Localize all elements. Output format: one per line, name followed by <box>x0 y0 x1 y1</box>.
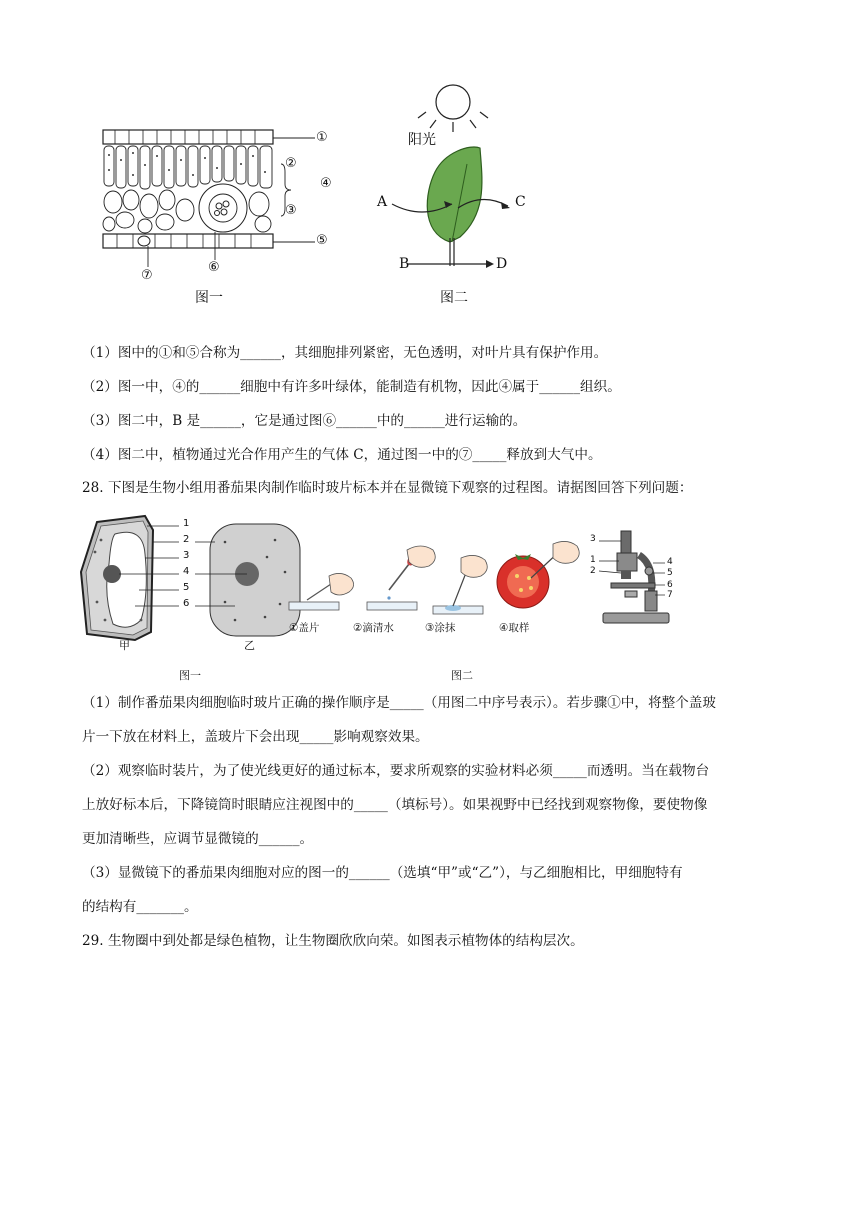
q28-p3-line-b: 的结构有_______。 <box>82 899 198 915</box>
leaf-cross-section-figure <box>95 120 345 310</box>
cell-number-6: 6 <box>183 598 190 609</box>
q28-p3-line-a: （3）显微镜下的番茄果肉细胞对应的图一的______（选填“甲”或“乙”），与乙细胞相比，甲细胞特有 <box>82 865 683 881</box>
figure-caption-cells: 图一 <box>179 669 201 682</box>
cell-number-3: 3 <box>183 550 190 561</box>
label-6: ⑥ <box>208 260 220 275</box>
arrow-label-d: D <box>496 256 508 272</box>
q28-p1-line-a: （1）制作番茄果肉细胞临时玻片正确的操作顺序是_____（用图二中序号表示）。若步骤①中，将整个盖玻 <box>82 695 716 711</box>
scope-number-2: 2 <box>590 566 596 576</box>
cell-caption-yi: 乙 <box>244 639 255 652</box>
figure-caption-1: 图一 <box>195 290 223 306</box>
arrow-label-c: C <box>515 194 526 210</box>
q27-line-1: （1）图中的①和⑤合称为______，其细胞排列紧密，无色透明，对叶片具有保护作用。 <box>82 345 608 361</box>
scope-number-7: 7 <box>667 590 673 600</box>
q29-title: 29. 生物圈中到处都是绿色植物，让生物圈欣欣向荣。如图表示植物体的结构层次。 <box>82 933 584 949</box>
scope-number-4: 4 <box>667 557 673 567</box>
label-2: ② <box>285 156 297 171</box>
step-2-label: ②滴清水 <box>353 622 394 634</box>
arrow-label-b: B <box>399 256 410 272</box>
procedure-figure <box>285 520 595 680</box>
cell-number-2: 2 <box>183 534 190 545</box>
arrow-label-a: A <box>377 194 388 210</box>
q28-title: 28. 下图是生物小组用番茄果肉制作临时玻片标本并在显微镜下观察的过程图。请据图回答下列问题： <box>82 480 693 496</box>
label-4: ④ <box>320 176 332 191</box>
q28-p2-line-a: （2）观察临时装片，为了使光线更好的通过标本，要求所观察的实验材料必须_____而透明。当在载物台 <box>82 763 710 779</box>
q27-line-4: （4）图二中，植物通过光合作用产生的气体 C，通过图一中的⑦_____释放到大气中。 <box>82 447 602 463</box>
figure-caption-2: 图二 <box>440 290 468 306</box>
cell-figures <box>75 512 305 682</box>
sunlight-label: 阳光 <box>408 132 436 148</box>
cell-number-4: 4 <box>183 566 190 577</box>
leaf-sunlight-figure <box>370 82 540 312</box>
figure-caption-procedure: 图二 <box>451 669 473 682</box>
label-1: ① <box>316 130 328 145</box>
cell-number-5: 5 <box>183 582 190 593</box>
label-7: ⑦ <box>141 268 153 283</box>
leaf-cross-section-drawing <box>95 120 345 310</box>
microscope-figure <box>585 525 685 630</box>
q27-line-3: （3）图二中，B 是______，它是通过图⑥______中的______进行运输的。 <box>82 413 527 429</box>
label-3: ③ <box>285 203 297 218</box>
step-4-label: ④取样 <box>499 622 530 634</box>
label-5: ⑤ <box>316 233 328 248</box>
q28-p1-line-b: 片一下放在材料上，盖玻片下会出现_____影响观察效果。 <box>82 729 429 745</box>
q28-p2-line-c: 更加清晰些，应调节显微镜的______。 <box>82 831 314 847</box>
cell-drawings <box>75 512 305 652</box>
scope-number-6: 6 <box>667 580 673 590</box>
scope-number-3: 3 <box>590 534 596 544</box>
scope-number-5: 5 <box>667 568 673 578</box>
step-3-label: ③涂抹 <box>425 622 456 634</box>
cell-number-1: 1 <box>183 518 190 529</box>
q27-line-2: （2）图一中，④的______细胞中有许多叶绿体，能制造有机物，因此④属于______组织。 <box>82 379 621 395</box>
scope-number-1: 1 <box>590 555 596 565</box>
cell-caption-jia: 甲 <box>119 639 130 652</box>
sun-icon <box>418 85 488 132</box>
q28-p2-line-b: 上放好标本后，下降镜筒时眼睛应注视图中的_____（填标号）。如果视野中已经找到观察物像，要使物像 <box>82 797 708 813</box>
step-1-label: ①盖片 <box>289 622 320 634</box>
